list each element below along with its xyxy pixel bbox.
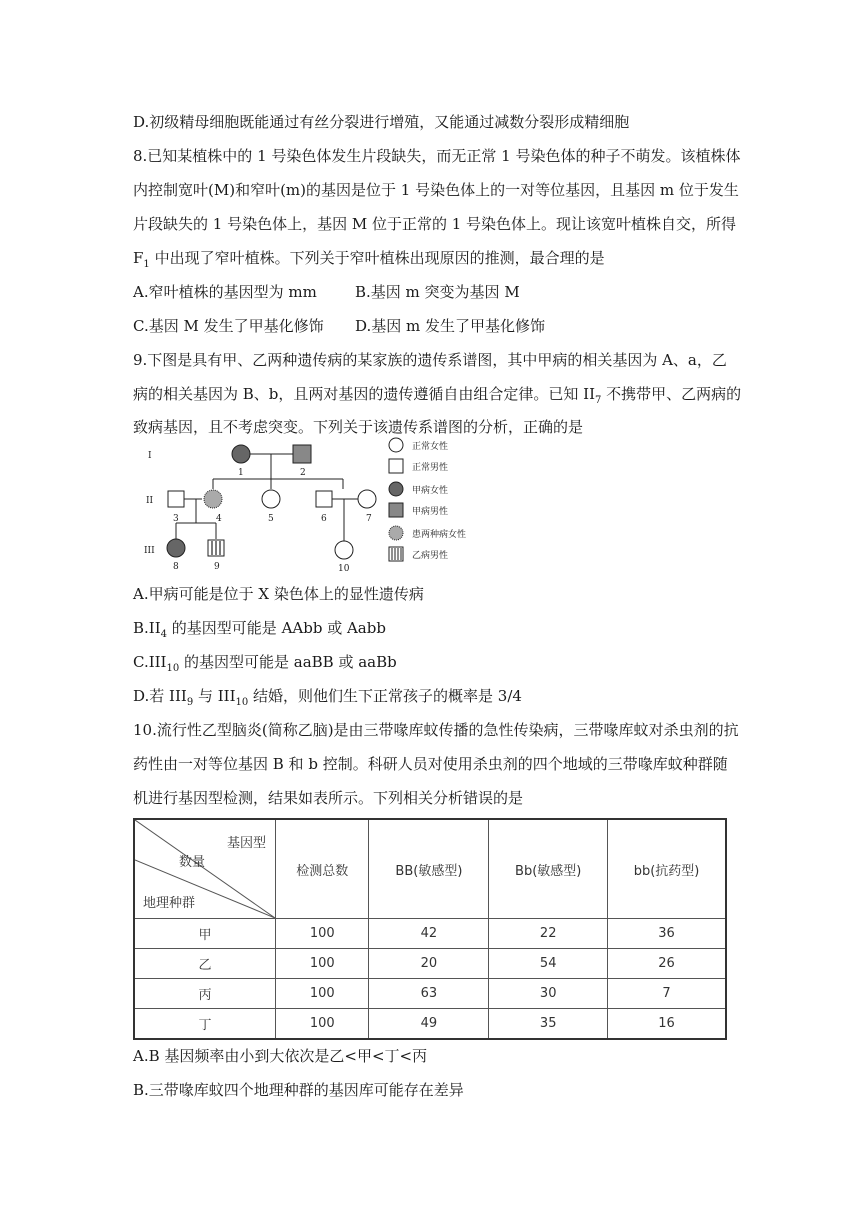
- table-cell: 42: [369, 919, 489, 949]
- q9-c-pre: C.III: [133, 653, 167, 671]
- corner-label-quantity: 数量: [179, 855, 206, 870]
- q9-d-sub2: 10: [235, 697, 249, 708]
- pedigree-number-6: 6: [321, 514, 327, 524]
- legend-label-disease-a-male: 甲病男性: [412, 507, 449, 517]
- q7-option-d: D.初级精母细胞既能通过有丝分裂进行增殖，又能通过减数分裂形成精细胞: [133, 113, 630, 131]
- q8-f: F: [133, 249, 144, 267]
- q9-stem-2a: 病的相关基因为 B、b，且两对基因的遗传遵循自由组合定律。已知 II: [133, 385, 596, 403]
- table-header-bb-resistant: bb(抗药型): [608, 819, 726, 919]
- pedigree-number-4: 4: [216, 514, 222, 524]
- pedigree-person-6: [316, 491, 332, 507]
- pedigree-person-1: [232, 445, 250, 463]
- table-cell: 100: [276, 1009, 369, 1040]
- table-row: [134, 1009, 726, 1040]
- table-cell: 49: [369, 1009, 489, 1040]
- table-cell: 20: [369, 949, 489, 979]
- table-row: [134, 979, 726, 1009]
- table-row: [134, 949, 726, 979]
- table-cell: 100: [276, 919, 369, 949]
- table-cell: 35: [489, 1009, 608, 1040]
- pedigree-number-7: 7: [366, 514, 372, 524]
- q8-stem-rest: 中出现了窄叶植株。下列关于窄叶植株出现原因的推测，最合理的是: [149, 249, 605, 267]
- q8-stem-line-4: [133, 248, 605, 268]
- corner-label-population: 地理种群: [143, 896, 196, 911]
- q10-option-b: B.三带喙库蚊四个地理种群的基因库可能存在差异: [133, 1081, 464, 1099]
- q9-stem-line-3: 致病基因，且不考虑突变。下列关于该遗传系谱图的分析，正确的是: [133, 418, 584, 436]
- q9-c-post: 的基因型可能是 aaBB 或 aaBb: [179, 653, 397, 671]
- legend-label-both-diseases-female: 患两种病女性: [412, 530, 467, 540]
- q9-b-pre: B.II: [133, 619, 161, 637]
- q9-d-sub1: 9: [186, 697, 194, 708]
- legend-label-normal-male: 正常男性: [412, 463, 449, 473]
- q8-option-d: D.基因 m 发生了甲基化修饰: [355, 317, 546, 335]
- q9-option-d: [133, 686, 522, 706]
- pedigree-person-7: [358, 490, 376, 508]
- corner-label-genotype: 基因型: [227, 836, 267, 851]
- pedigree-person-5: [262, 490, 280, 508]
- q9-option-c: [133, 652, 397, 672]
- table-header-total: 检测总数: [276, 819, 369, 919]
- q9-b-post: 的基因型可能是 AAbb 或 Aabb: [167, 619, 386, 637]
- legend-symbol-normal-male: [389, 459, 403, 473]
- pedigree-number-10: 10: [338, 564, 350, 574]
- table-row: [134, 919, 726, 949]
- q8-option-b: B.基因 m 突变为基因 M: [355, 283, 520, 301]
- table-cell: 7: [608, 979, 726, 1009]
- pedigree-person-8: [167, 539, 185, 557]
- pedigree-diagram: [138, 437, 503, 577]
- q10-option-a: A.B 基因频率由小到大依次是乙<甲<丁<丙: [133, 1047, 428, 1065]
- q9-option-a: A.甲病可能是位于 X 染色体上的显性遗传病: [133, 585, 424, 603]
- genotype-table: [133, 818, 727, 1040]
- legend-symbol-normal-female: [389, 438, 403, 452]
- legend-label-disease-a-female: 甲病女性: [412, 486, 449, 496]
- q9-d-pre: D.若 III: [133, 687, 187, 705]
- table-cell: 26: [608, 949, 726, 979]
- q10-stem-line-3: 机进行基因型检测，结果如表所示。下列相关分析错误的是: [133, 789, 524, 807]
- q8-stem-line-1: 8.已知某植株中的 1 号染色体发生片段缺失，而无正常 1 号染色体的种子不萌发。该植株体: [133, 147, 741, 165]
- table-cell: 54: [489, 949, 608, 979]
- pedigree-person-2: [293, 445, 311, 463]
- pedigree-person-3: [168, 491, 184, 507]
- table-row-name: 丁: [134, 1009, 276, 1040]
- q10-stem-line-2: 药性由一对等位基因 B 和 b 控制。科研人员对使用杀虫剂的四个地域的三带喙库蚊种群随: [133, 755, 728, 773]
- q8-stem-line-2: 内控制宽叶(M)和窄叶(m)的基因是位于 1 号染色体上的一对等位基因，且基因 m 位于发生: [133, 181, 739, 199]
- q8-option-a: A.窄叶植株的基因型为 mm: [133, 283, 317, 301]
- pedigree-number-2: 2: [300, 468, 306, 478]
- q9-c-sub: 10: [166, 663, 180, 674]
- generation-label-ii: II: [146, 496, 154, 506]
- table-cell: 22: [489, 919, 608, 949]
- q9-stem-2-sub: 7: [595, 395, 602, 406]
- legend-label-disease-b-male: 乙病男性: [412, 551, 449, 561]
- q8-stem-line-3: 片段缺失的 1 号染色体上，基因 M 位于正常的 1 号染色体上。现让该宽叶植株自交，所得: [133, 215, 737, 233]
- q9-stem-line-1: 9.下图是具有甲、乙两种遗传病的某家族的遗传系谱图，其中甲病的相关基因为 A、a，乙: [133, 351, 727, 369]
- pedigree-number-9: 9: [214, 562, 220, 572]
- table-row-name: 乙: [134, 949, 276, 979]
- legend-symbol-disease-a-male: [389, 503, 403, 517]
- q8-option-c: C.基因 M 发生了甲基化修饰: [133, 317, 324, 335]
- table-cell: 30: [489, 979, 608, 1009]
- table-cell: 36: [608, 919, 726, 949]
- q10-stem-line-1: 10.流行性乙型脑炎(简称乙脑)是由三带喙库蚊传播的急性传染病，三带喙库蚊对杀虫剂的抗: [133, 721, 739, 739]
- table-header-bb-hetero: Bb(敏感型): [489, 819, 608, 919]
- generation-label-iii: III: [144, 546, 155, 556]
- table-cell: 63: [369, 979, 489, 1009]
- pedigree-number-3: 3: [173, 514, 179, 524]
- q9-option-b: [133, 618, 386, 638]
- pedigree-number-8: 8: [173, 562, 179, 572]
- table-cell: 16: [608, 1009, 726, 1040]
- q9-stem-line-2: [133, 384, 741, 404]
- table-cell: 100: [276, 979, 369, 1009]
- q8-f-sub: 1: [143, 259, 150, 270]
- legend-label-normal-female: 正常女性: [412, 442, 449, 452]
- pedigree-person-4: [204, 490, 222, 508]
- generation-label-i: I: [148, 451, 152, 461]
- q9-b-sub: 4: [160, 629, 168, 640]
- table-header-row: [134, 819, 726, 919]
- q9-d-post: 结婚，则他们生下正常孩子的概率是 3/4: [248, 687, 522, 705]
- q9-d-mid: 与 III: [193, 687, 236, 705]
- table-cell: 100: [276, 949, 369, 979]
- legend-symbol-disease-a-female: [389, 482, 403, 496]
- pedigree-person-10: [335, 541, 353, 559]
- legend-symbol-both-diseases-female: [389, 526, 403, 540]
- pedigree-number-5: 5: [268, 514, 274, 524]
- table-corner-cell: [134, 819, 276, 919]
- q9-stem-2b: 不携带甲、乙两病的: [601, 385, 742, 403]
- table-row-name: 甲: [134, 919, 276, 949]
- pedigree-number-1: 1: [238, 468, 244, 478]
- table-row-name: 丙: [134, 979, 276, 1009]
- table-header-bb-sensitive: BB(敏感型): [369, 819, 489, 919]
